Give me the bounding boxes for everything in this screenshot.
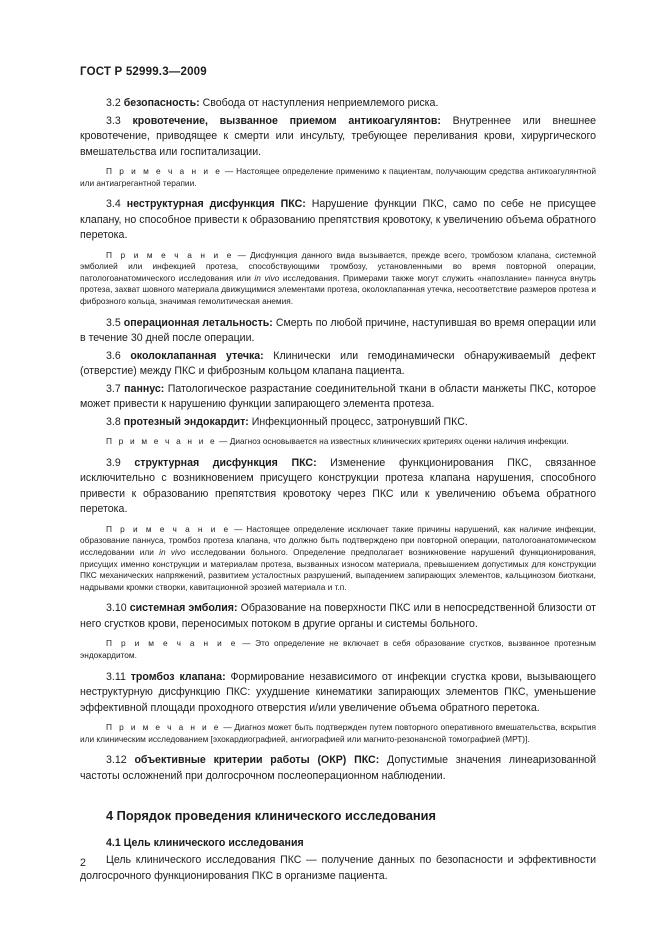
definition-text: Нарушение функции ПКС, само по себе не присущее клапану, но способное привести к образованию препятствия кровотоку, к увеличению объема обратного перетока. [80,198,596,242]
clause-number: 3.5 [106,316,121,329]
definition-text: Инфекционный процесс, затронувший ПКС. [248,415,468,428]
clause-number: 3.11 [106,670,126,683]
definition-text: Внутреннее или внешнее кровотечение, приводящее к смерти или инсульту, требующее переливания крови, хирургического вмешательства или госпитализации. [80,114,597,158]
clause-number: 3.2 [106,97,121,109]
note-label: П р и м е ч а н и е [106,638,238,649]
note-3-3 [80,166,596,189]
note-text-cont: исследования. Примерами также могут служить «напозлание» паннуса внутрь протеза, захват шовного материала движущимися элементами протеза, околоклапанная утечка, несоответствие размеров протеза и фиброзного кольца, значимая гемолитическая анемия. [80,272,596,307]
definition-text: Патологическое разрастание соединительной ткани в области манжеты ПКС, которое может привести к нарушению функции запирающего элемента протеза. [80,382,596,411]
term: кровотечение, вызванное приемом антикоагулянтов: [132,114,441,127]
definition-text: Формирование независимого от инфекции сгустка крови, вызывающего неструктурную дисфункцию ПКС: ухудшение кинематики запирающих элементов ПКС, уменьшение эффективной площади проходного отверстия и/или увеличение объема обратного перетока. [80,670,596,714]
definition-3-11 [80,670,596,717]
term: безопасность: [123,97,200,109]
definition-text: Изменение функционирования ПКС, связанное исключительно с возникновением присущего конструкции протеза клапана нарушения, способного привести к образованию препятствия кровотоку через ПКС или к увеличению объема обратного перетока. [80,456,596,516]
clause-number: 3.4 [106,198,121,211]
page-number: 2 [80,857,86,869]
note-text: — Дисфункция данного вида вызывается, прежде всего, тромбозом клапана, системной эмболией или инфекцией протеза, способствующими тромбозу, установленными во время повторной операции, патологоанатомического исследования или [80,249,596,283]
note-label: П р и м е ч а н и е [106,166,223,176]
term: операционная летальность: [123,316,273,329]
definition-text: Образование на поверхности ПКС или в непосредственной близости от него сгустков крови, переносимых потоком в другие органы и системы больного. [80,602,596,630]
term: объективные критерии работы (ОКР) ПКС: [134,754,380,767]
subsection-4-1-text: Цель клинического исследования ПКС — получение данных по безопасности и эффективности долгосрочного функционирования ПКС в организме пациента. [80,854,596,882]
term: паннус: [124,382,165,395]
note-text: — Это определение не включает в себя образование сгустков, вызванное протезным эндокардитом. [80,638,596,660]
term: тромбоз клапана: [130,670,226,683]
definition-3-7 [80,382,596,413]
term: неструктурная дисфункция ПКС: [126,198,306,211]
clause-number: 3.3 [106,114,121,127]
note-label: П р и м е ч а н и е [106,523,231,534]
note-text: — Диагноз основывается на известных клинических критериях оценки наличия инфекции. [216,436,569,447]
note-italic: in vivo [254,272,280,283]
clause-number: 3.7 [106,382,121,395]
note-label: П р и м е ч а н и е [106,249,234,260]
note-italic: in vivo [159,546,186,557]
clause-number: 3.8 [106,415,121,428]
note-3-8 [80,436,596,448]
note-label: П р и м е ч а н и е [106,436,217,447]
definition-text: Смерть по любой причине, наступившая во время операции или в течение 30 дней после операции. [80,316,596,345]
definition-3-5 [80,316,596,347]
definition-text: Свобода от наступления неприемлемого риска. [199,97,439,109]
definition-3-9 [80,456,596,518]
definition-3-4 [80,197,596,244]
note-label: П р и м е ч а н и е [106,722,221,732]
term: структурная дисфункция ПКС: [134,456,317,469]
note-3-4 [80,250,596,308]
note-3-10 [80,638,596,661]
note-text-cont: исследовании больного. Определение предполагает возникновение нарушений функционирования, присущих именно конструкции и материалам протеза, вызванных износом материала, превышением допустимых для конструкции ПКС механических напряжений, развитием усталостных разрушений, выпадением запирающих элементов, кальцинозом биоткани, надрывами кромки створки, кавитационной эрозией материала и т.п. [80,546,596,592]
clause-number: 3.6 [106,349,121,362]
note-text: — Настоящее определение применимо к пациентам, получающим средства антикоагулянтной или антиагрегантной терапии. [80,166,596,188]
definition-text: Клинически или гемодинамически обнаруживаемый дефект (отверстие) между ПКС и фиброзным кольцом клапана пациента. [80,349,596,378]
note-text: — Диагноз может быть подтвержден путем повторного оперативного вмешательства, вскрытия или клиническим исследованием [эхокардиографией, ангиографией или магнито-резонансной томографией (МРТ)]. [80,722,596,744]
term: системная эмболия: [129,602,238,615]
note-3-11 [80,722,596,745]
term: протезный эндокардит: [123,415,249,428]
clause-number: 3.9 [106,456,121,469]
definition-3-8 [80,415,596,431]
definition-text: Допустимые значения линеаризованной частоты осложнений при долгосрочном послеоперационном наблюдении. [80,754,596,782]
definition-3-6 [80,349,596,380]
definition-3-3 [80,114,596,161]
definition-3-2 [80,96,596,112]
definition-3-12 [80,753,596,784]
document-body [80,96,596,886]
clause-number: 3.12 [106,754,127,767]
term: околоклапанная утечка: [130,349,264,362]
standard-header: ГОСТ Р 52999.3—2009 [80,66,207,78]
subsection-4-1-title: 4.1 Цель клинического исследования [106,837,304,850]
definition-3-10 [80,601,596,632]
note-3-9 [80,524,596,594]
note-text: — Настоящее определение исключает такие причины нарушений, как наличие инфекции, образование паннуса, тромбоз протеза клапана, что должно быть подтверждено при повторной операции, патологоанатомическом исследовании или [80,523,596,557]
clause-number: 3.10 [106,602,127,615]
section-4-title: 4 Порядок проведения клинического исследования [106,808,436,824]
